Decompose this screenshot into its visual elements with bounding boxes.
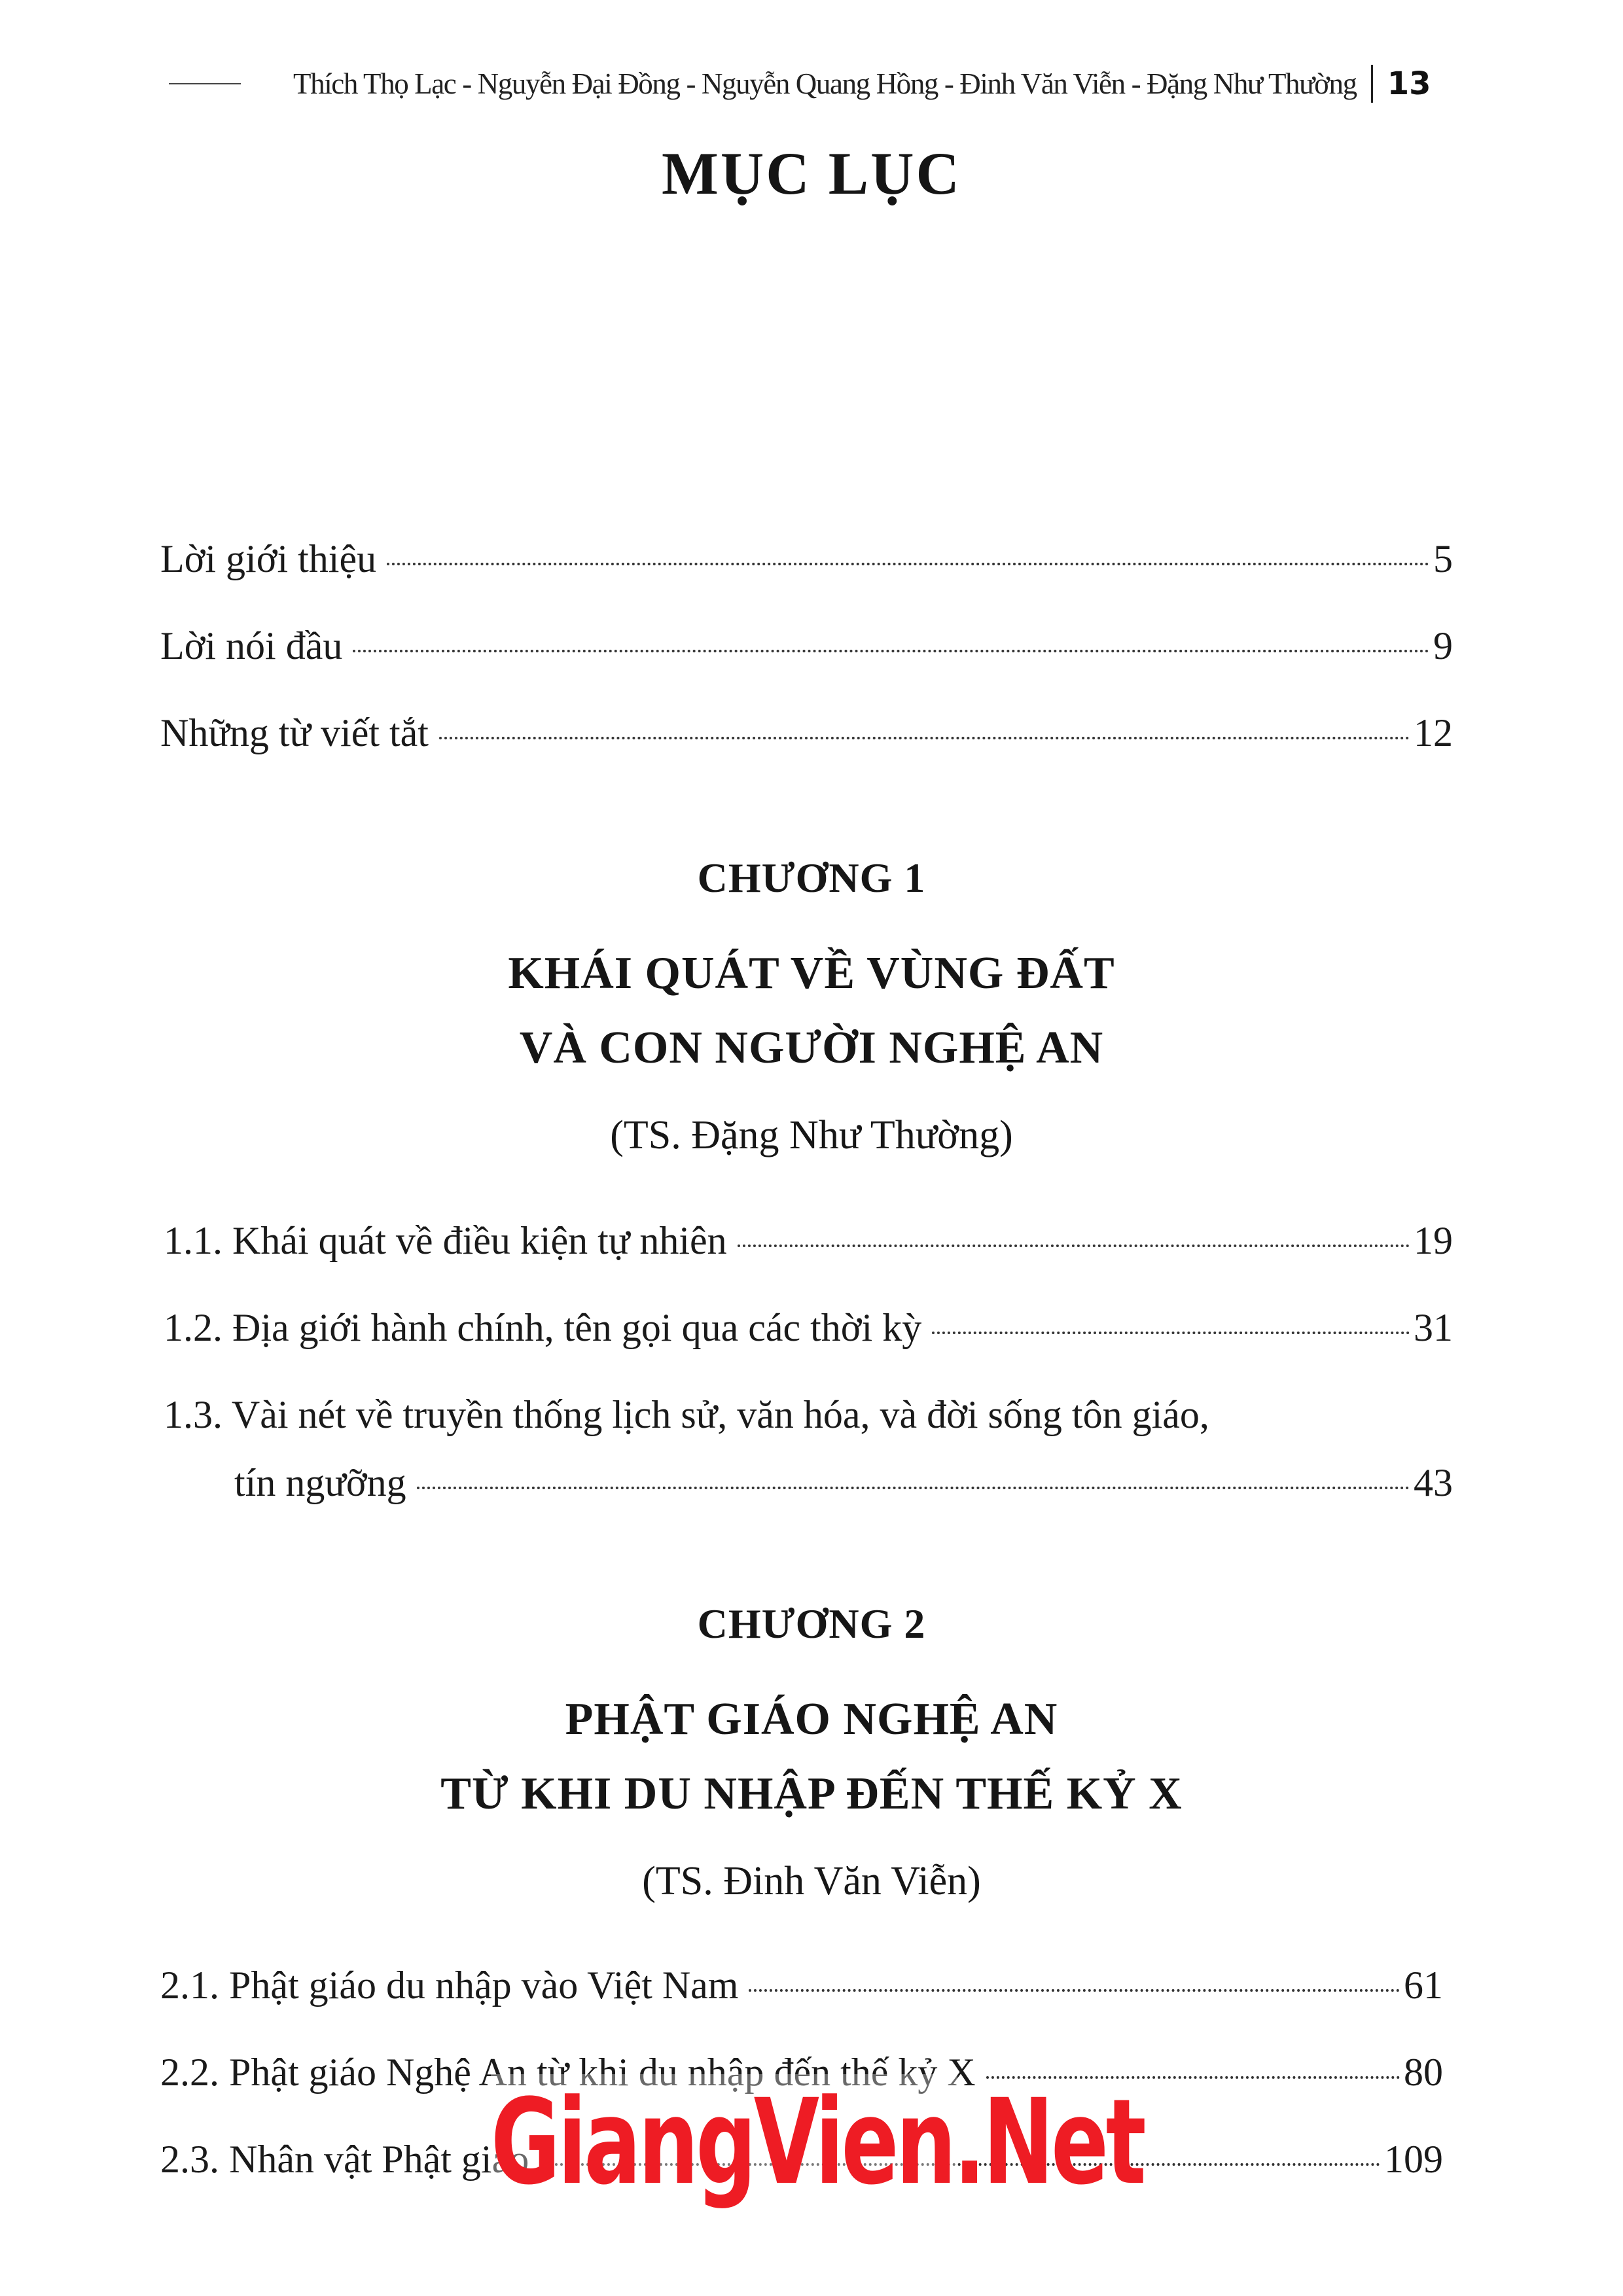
page-number: 13 [1387,65,1431,102]
toc-entry [160,711,1453,756]
toc-entry-label: 2.3. Nhân vật Phật giáo [160,2138,529,2181]
toc-entry-page: 43 [1414,1461,1453,1504]
dot-leader [353,650,1429,652]
toc-entry [160,1963,1443,2008]
chapter-author: (TS. Đặng Như Thường) [610,1113,1013,1157]
chapter-number: CHƯƠNG 1 [697,855,926,901]
chapter-title-line2: TỪ KHI DU NHẬP ĐẾN THẾ KỶ X [440,1769,1183,1819]
chapter-title-line2: VÀ CON NGƯỜI NGHỆ AN [519,1023,1104,1073]
toc-entry [160,537,1453,582]
chapter-title-line1: KHÁI QUÁT VỀ VÙNG ĐẤT [508,948,1115,998]
dot-leader [738,1245,1410,1247]
running-header [169,58,1453,110]
dot-leader [417,1487,1410,1489]
toc-entry-label: 2.1. Phật giáo du nhập vào Việt Nam [160,1964,739,2007]
toc-entry-page: 12 [1414,711,1453,754]
toc-title: MỤC LỤC [662,140,961,207]
toc-entry-label: 1.1. Khái quát về điều kiện tự nhiên [164,1219,727,1262]
toc-entry [164,1218,1453,1263]
toc-entry-label-cont: tín ngưỡng [234,1461,406,1504]
toc-entry-label: Những từ viết tắt [160,711,429,754]
chapter-author: (TS. Đinh Văn Viễn) [642,1859,981,1903]
dot-leader [439,737,1410,739]
toc-entry-page: 9 [1433,624,1453,667]
toc-entry-page: 19 [1414,1219,1453,1262]
toc-entry-label: 1.2. Địa giới hành chính, tên gọi qua các thời kỳ [164,1306,922,1349]
toc-entry [234,1460,1453,1506]
toc-entry-page: 61 [1404,1964,1443,2007]
dot-leader [932,1332,1410,1334]
header-rule [169,83,241,84]
toc-entry-label: Lời giới thiệu [160,537,377,580]
header-separator [1371,65,1373,103]
toc-entry [160,624,1453,669]
toc-entry-label: Lời nói đầu [160,624,343,667]
watermark-logo: GiangVien.Net [491,2074,1144,2211]
dot-leader [387,563,1429,565]
toc-entry-page: 109 [1384,2138,1443,2181]
chapter-title-line1: PHẬT GIÁO NGHỆ AN [565,1694,1058,1744]
toc-entry-page: 5 [1433,537,1453,580]
toc-entry-label: 2.2. Phật giáo Nghệ An từ khi du nhập đến thế kỷ X [160,2051,976,2094]
header-authors: Thích Thọ Lạc - Nguyễn Đại Đồng - Nguyễn Quang Hồng - Đinh Văn Viễn - Đặng Như Thường [293,67,1357,100]
chapter-number: CHƯƠNG 2 [697,1600,926,1647]
toc-entry-page: 80 [1404,2051,1443,2094]
toc-entry-label: 1.3. Vài nét về truyền thống lịch sử, văn hóa, và đời sống tôn giáo, [164,1393,1209,1436]
toc-entry [164,1305,1453,1351]
dot-leader [749,1989,1400,1992]
toc-entry-page: 31 [1414,1306,1453,1349]
